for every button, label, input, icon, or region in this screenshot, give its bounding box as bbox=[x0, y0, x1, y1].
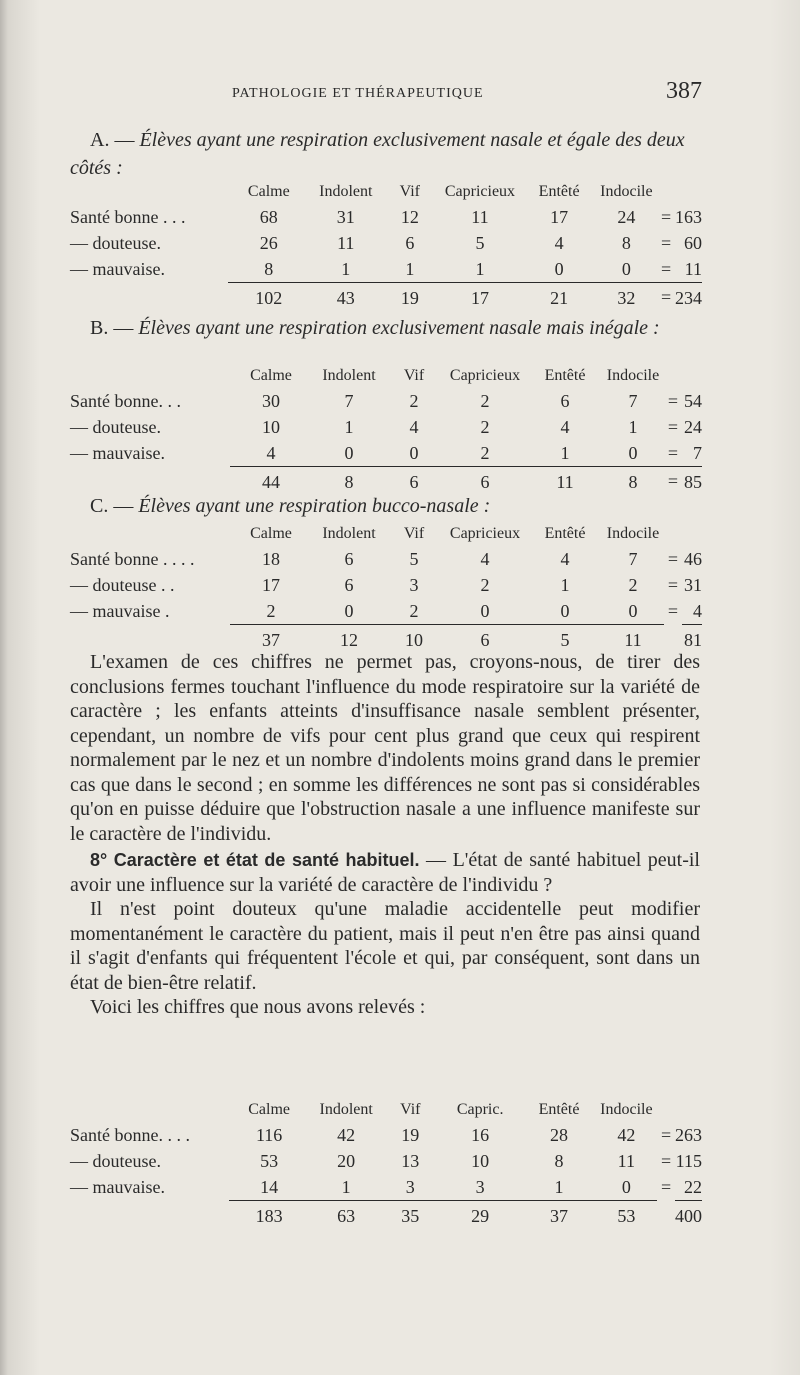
section-a-heading bbox=[70, 126, 700, 182]
data-cell: 0 bbox=[409, 442, 419, 463]
data-cell: 6 bbox=[560, 390, 570, 411]
header-spacer bbox=[682, 522, 702, 546]
section-c-letter: C. — bbox=[90, 495, 134, 517]
data-cell: 17 bbox=[262, 574, 280, 595]
equals-sign: = bbox=[667, 390, 679, 411]
column-header: Capric. bbox=[456, 1101, 504, 1118]
header-spacer bbox=[70, 1098, 229, 1122]
column-header: Indolent bbox=[319, 183, 373, 200]
column-total: 17 bbox=[437, 283, 522, 312]
column-total: 21 bbox=[523, 283, 596, 312]
row-total: 46 bbox=[684, 548, 702, 569]
paragraph-figures-intro: Voici les chiffres que nous avons relevés : bbox=[90, 996, 426, 1018]
column-header: Indolent bbox=[322, 367, 376, 384]
paragraph-lead: 8° Caractère et état de santé habituel. bbox=[90, 850, 420, 870]
data-cell: 0 bbox=[621, 1176, 631, 1197]
data-cell: 0 bbox=[621, 258, 631, 279]
row-label: — douteuse. bbox=[70, 1150, 161, 1171]
column-total: 10 bbox=[386, 625, 442, 654]
data-cell: 19 bbox=[401, 1124, 420, 1145]
totals-spacer bbox=[70, 625, 230, 654]
data-cell: 1 bbox=[344, 416, 354, 437]
row-total: 4 bbox=[693, 600, 702, 621]
data-cell: 11 bbox=[471, 206, 489, 227]
totals-row bbox=[70, 1201, 702, 1230]
column-total: 53 bbox=[596, 1201, 658, 1230]
section-a-table bbox=[70, 180, 702, 311]
paragraph-character-health bbox=[70, 848, 700, 897]
column-header: Entêté bbox=[544, 525, 586, 542]
totals-row bbox=[70, 625, 702, 654]
data-cell: 24 bbox=[617, 206, 636, 227]
data-cell: 26 bbox=[259, 232, 278, 253]
header-row bbox=[70, 522, 702, 546]
row-total: 163 bbox=[675, 206, 702, 227]
column-header: Calme bbox=[250, 367, 292, 384]
column-total: 32 bbox=[596, 283, 658, 312]
column-header: Indocile bbox=[606, 525, 660, 542]
row-label: Santé bonne. . . bbox=[70, 390, 181, 411]
data-cell: 8 bbox=[621, 232, 631, 253]
column-header: Indocile bbox=[600, 183, 653, 200]
data-cell: 8 bbox=[264, 258, 274, 279]
data-cell: 4 bbox=[266, 442, 276, 463]
data-cell: 0 bbox=[628, 442, 638, 463]
table-row bbox=[70, 204, 702, 230]
data-cell: 4 bbox=[560, 416, 570, 437]
equals-sign: = bbox=[661, 206, 672, 227]
data-cell: 2 bbox=[480, 442, 490, 463]
column-header: Vif bbox=[400, 1101, 421, 1118]
body-text bbox=[70, 650, 700, 1020]
column-header: Capricieux bbox=[449, 367, 521, 384]
column-header: Indolent bbox=[319, 1101, 373, 1118]
column-total: 19 bbox=[382, 283, 437, 312]
section-c-title: Élèves ayant une respiration bucco-nasale : bbox=[138, 495, 491, 517]
page-number: 387 bbox=[666, 78, 702, 104]
column-header: Vif bbox=[403, 367, 425, 384]
running-title: PATHOLOGIE ET THÉRAPEUTIQUE bbox=[232, 86, 484, 101]
data-cell: 6 bbox=[405, 232, 415, 253]
header-row bbox=[70, 180, 702, 204]
header-spacer bbox=[682, 364, 702, 388]
totals-row bbox=[70, 283, 702, 312]
header-spacer bbox=[664, 522, 682, 546]
row-total: 60 bbox=[684, 232, 702, 253]
column-total: 5 bbox=[528, 625, 602, 654]
equals-sign bbox=[664, 625, 682, 654]
column-header: Indocile bbox=[606, 367, 660, 384]
column-total: 37 bbox=[230, 625, 312, 654]
row-total: 31 bbox=[684, 574, 702, 595]
header-spacer bbox=[70, 180, 228, 204]
column-total: 35 bbox=[383, 1201, 438, 1230]
equals-sign: = bbox=[667, 416, 679, 437]
table-row bbox=[70, 414, 702, 440]
data-cell: 3 bbox=[475, 1176, 485, 1197]
data-cell: 2 bbox=[409, 600, 419, 621]
equals-sign: = bbox=[661, 1176, 672, 1197]
paragraph-illness: Il n'est point douteux qu'une maladie accidentelle peut modifier momentanément le caractère du patient, mais il peut n'en être pas ainsi quand il s'agit d'enfants qui fréquentent l'école et qui, par conséquent, sont dans un état de bien-être relatif. bbox=[70, 898, 700, 994]
column-total: 63 bbox=[310, 1201, 383, 1230]
data-cell: 0 bbox=[480, 600, 490, 621]
row-label: Santé bonne. . . . bbox=[70, 1124, 190, 1145]
row-label: — douteuse. bbox=[70, 232, 161, 253]
data-cell: 42 bbox=[337, 1124, 356, 1145]
equals-sign: = bbox=[667, 600, 679, 621]
header-spacer bbox=[675, 180, 702, 204]
header-row bbox=[70, 1098, 702, 1122]
column-total: 11 bbox=[602, 625, 664, 654]
data-cell: 13 bbox=[401, 1150, 420, 1171]
header-spacer bbox=[675, 1098, 702, 1122]
data-cell: 2 bbox=[480, 574, 490, 595]
row-label: Santé bonne . . . . bbox=[70, 548, 195, 569]
section-b-table bbox=[70, 364, 702, 495]
data-cell: 17 bbox=[550, 206, 569, 227]
data-cell: 7 bbox=[344, 390, 354, 411]
data-cell: 3 bbox=[409, 574, 419, 595]
column-header: Calme bbox=[250, 525, 292, 542]
data-cell: 3 bbox=[405, 1176, 415, 1197]
data-cell: 1 bbox=[628, 416, 638, 437]
header-spacer bbox=[70, 364, 230, 388]
table-row bbox=[70, 1148, 702, 1174]
data-cell: 4 bbox=[560, 548, 570, 569]
column-total: 11 bbox=[528, 467, 602, 496]
table-row bbox=[70, 598, 702, 625]
column-header: Entêté bbox=[544, 367, 586, 384]
equals-sign: = bbox=[657, 283, 675, 312]
data-cell: 16 bbox=[471, 1124, 490, 1145]
table-row bbox=[70, 1174, 702, 1201]
equals-sign: = bbox=[667, 574, 679, 595]
data-cell: 0 bbox=[344, 600, 354, 621]
table-row bbox=[70, 440, 702, 467]
data-cell: 1 bbox=[560, 442, 570, 463]
data-cell: 0 bbox=[554, 258, 564, 279]
row-label: — mauvaise . bbox=[70, 600, 170, 621]
data-cell: 7 bbox=[628, 548, 638, 569]
data-cell: 68 bbox=[259, 206, 278, 227]
row-total: 115 bbox=[675, 1150, 702, 1171]
equals-sign: = bbox=[664, 467, 682, 496]
data-cell: 6 bbox=[344, 548, 354, 569]
equals-sign: = bbox=[661, 258, 672, 279]
paragraph-question: — L'état de santé habituel peut-il avoir une influence sur la variété de caractère de l'individu ? bbox=[70, 849, 700, 896]
data-cell: 5 bbox=[409, 548, 419, 569]
column-header: Indolent bbox=[322, 525, 376, 542]
column-total: 102 bbox=[228, 283, 309, 312]
column-header: Vif bbox=[399, 183, 420, 200]
section-a-title: Élèves ayant une respiration exclusivement nasale et égale des deux côtés : bbox=[70, 129, 685, 179]
column-header: Calme bbox=[247, 183, 290, 200]
data-cell: 0 bbox=[560, 600, 570, 621]
data-cell: 20 bbox=[337, 1150, 356, 1171]
column-total: 6 bbox=[442, 467, 528, 496]
row-label: Santé bonne . . . bbox=[70, 206, 186, 227]
section-b-title: Élèves ayant une respiration exclusivement nasale mais inégale : bbox=[138, 317, 660, 339]
column-header: Indocile bbox=[600, 1101, 653, 1118]
column-header: Capricieux bbox=[444, 183, 516, 200]
grand-total: 234 bbox=[675, 283, 702, 312]
row-total: 22 bbox=[684, 1176, 702, 1197]
totals-spacer bbox=[70, 1201, 229, 1230]
equals-sign: = bbox=[667, 442, 679, 463]
data-cell: 31 bbox=[336, 206, 355, 227]
header-row bbox=[70, 364, 702, 388]
section-c-table bbox=[70, 522, 702, 653]
column-total: 43 bbox=[309, 283, 382, 312]
data-cell: 6 bbox=[344, 574, 354, 595]
equals-sign bbox=[657, 1201, 675, 1230]
column-total: 183 bbox=[229, 1201, 310, 1230]
row-label: — mauvaise. bbox=[70, 442, 165, 463]
row-label: — mauvaise. bbox=[70, 258, 165, 279]
column-total: 44 bbox=[230, 467, 312, 496]
grand-total: 81 bbox=[682, 625, 702, 654]
column-total: 6 bbox=[386, 467, 442, 496]
row-label: — mauvaise. bbox=[70, 1176, 165, 1197]
data-cell: 28 bbox=[550, 1124, 569, 1145]
equals-sign: = bbox=[661, 1150, 672, 1171]
data-cell: 0 bbox=[628, 600, 638, 621]
data-cell: 2 bbox=[409, 390, 419, 411]
table-row bbox=[70, 388, 702, 414]
data-cell: 5 bbox=[475, 232, 485, 253]
data-cell: 4 bbox=[409, 416, 419, 437]
data-cell: 11 bbox=[617, 1150, 636, 1171]
column-total: 6 bbox=[442, 625, 528, 654]
table-row bbox=[70, 230, 702, 256]
data-cell: 11 bbox=[337, 232, 355, 253]
data-cell: 2 bbox=[628, 574, 638, 595]
data-cell: 10 bbox=[262, 416, 280, 437]
section-b-letter: B. — bbox=[90, 317, 134, 339]
data-cell: 2 bbox=[480, 416, 490, 437]
row-label: — douteuse. bbox=[70, 416, 161, 437]
totals-spacer bbox=[70, 467, 230, 496]
data-cell: 1 bbox=[554, 1176, 564, 1197]
row-total: 54 bbox=[684, 390, 702, 411]
data-cell: 2 bbox=[266, 600, 276, 621]
data-cell: 2 bbox=[480, 390, 490, 411]
column-header: Vif bbox=[403, 525, 425, 542]
data-cell: 0 bbox=[344, 442, 354, 463]
table-row bbox=[70, 546, 702, 572]
column-total: 29 bbox=[438, 1201, 523, 1230]
column-total: 12 bbox=[312, 625, 386, 654]
row-total: 7 bbox=[693, 442, 702, 463]
data-cell: 42 bbox=[617, 1124, 636, 1145]
data-cell: 12 bbox=[400, 206, 419, 227]
data-cell: 1 bbox=[341, 258, 351, 279]
grand-total: 400 bbox=[675, 1201, 702, 1230]
column-total: 8 bbox=[312, 467, 386, 496]
data-cell: 1 bbox=[341, 1176, 351, 1197]
equals-sign: = bbox=[667, 548, 679, 569]
table-row bbox=[70, 256, 702, 283]
header-spacer bbox=[664, 364, 682, 388]
data-cell: 14 bbox=[260, 1176, 279, 1197]
header-spacer bbox=[70, 522, 230, 546]
column-header: Capricieux bbox=[449, 525, 521, 542]
section-b-heading bbox=[70, 314, 700, 342]
data-cell: 8 bbox=[554, 1150, 564, 1171]
page-header bbox=[70, 78, 702, 108]
column-total: 37 bbox=[523, 1201, 596, 1230]
column-header: Calme bbox=[248, 1101, 290, 1118]
row-total: 11 bbox=[684, 258, 702, 279]
data-cell: 1 bbox=[475, 258, 485, 279]
table-row bbox=[70, 572, 702, 598]
data-cell: 1 bbox=[560, 574, 570, 595]
data-cell: 7 bbox=[628, 390, 638, 411]
column-header: Entêté bbox=[538, 183, 580, 200]
totals-spacer bbox=[70, 283, 228, 312]
section-a-letter: A. — bbox=[90, 129, 135, 151]
totals-row bbox=[70, 467, 702, 496]
data-cell: 53 bbox=[260, 1150, 279, 1171]
header-spacer bbox=[657, 180, 675, 204]
grand-total: 85 bbox=[682, 467, 702, 496]
row-label: — douteuse . . bbox=[70, 574, 175, 595]
data-cell: 30 bbox=[262, 390, 280, 411]
data-cell: 116 bbox=[255, 1124, 283, 1145]
paragraph-conclusion: L'examen de ces chiffres ne permet pas, croyons-nous, de tirer des conclusions fermes touchant l'influence du mode respiratoire sur la variété de caractère ; les enfants atteints d'insuffisance nasale semblent présenter, cependant, un nombre de vifs pour cent plus grand que ceux qui respirent normalement par le nez et un nombre d'indolents moins grand dans le premier cas que dans le second ; en somme les différences ne sont pas si considérables qu'on en puisse déduire que l'obstruction nasale a une influence manifeste sur le caractère de l'individu. bbox=[70, 651, 700, 845]
data-cell: 1 bbox=[405, 258, 415, 279]
header-spacer bbox=[657, 1098, 675, 1122]
row-total: 24 bbox=[684, 416, 702, 437]
data-cell: 10 bbox=[471, 1150, 490, 1171]
equals-sign: = bbox=[661, 232, 672, 253]
column-header: Entêté bbox=[538, 1101, 580, 1118]
equals-sign: = bbox=[661, 1124, 672, 1145]
section-c-heading bbox=[70, 492, 700, 520]
health-character-table bbox=[70, 1098, 702, 1229]
row-total: 263 bbox=[675, 1124, 702, 1145]
column-total: 8 bbox=[602, 467, 664, 496]
data-cell: 4 bbox=[480, 548, 490, 569]
data-cell: 4 bbox=[554, 232, 564, 253]
table-row bbox=[70, 1122, 702, 1148]
data-cell: 18 bbox=[262, 548, 280, 569]
